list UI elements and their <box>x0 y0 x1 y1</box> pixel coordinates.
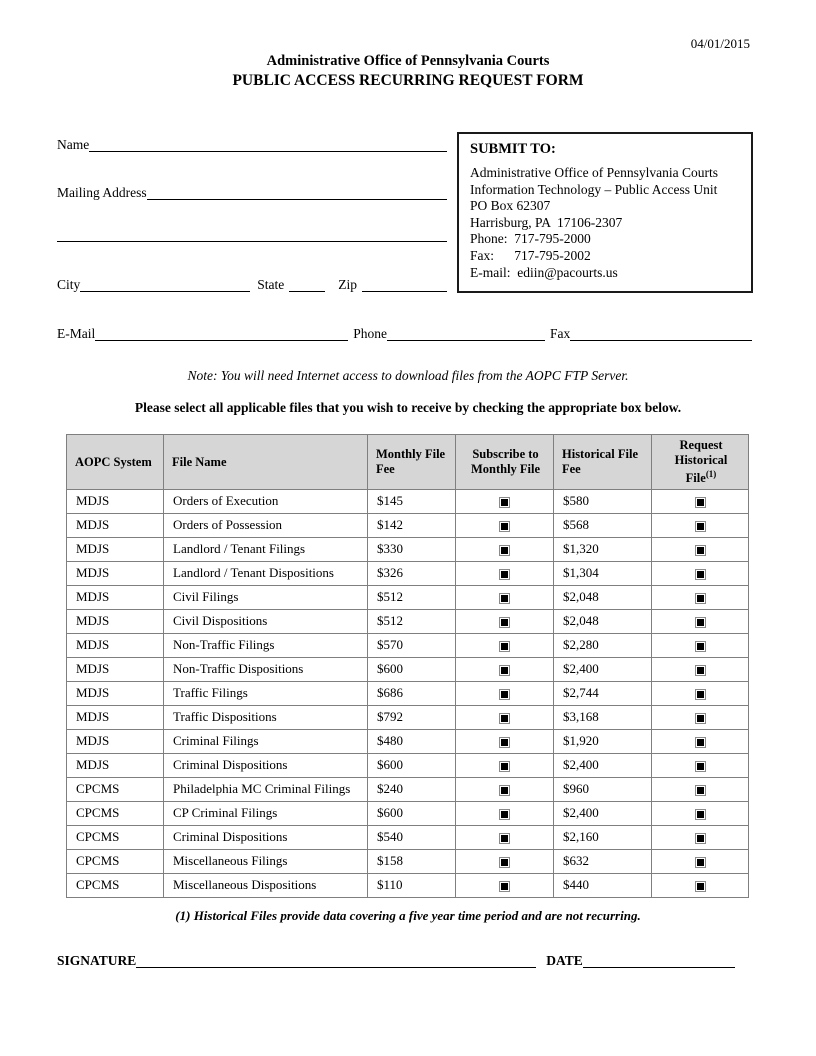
historical-fee-cell: $2,400 <box>554 657 652 681</box>
mailing-address-row <box>57 184 447 200</box>
historical-fee-cell: $1,920 <box>554 729 652 753</box>
page-title: Administrative Office of Pennsylvania Courts <box>266 53 550 69</box>
historical-fee-cell: $2,744 <box>554 681 652 705</box>
subscribe-monthly-cell <box>456 753 554 777</box>
mailing-address-second-input-line[interactable] <box>57 228 447 242</box>
mailing-address-label: Mailing Address <box>57 185 147 200</box>
monthly-fee-cell: $480 <box>368 729 456 753</box>
aopc-system-cell: CPCMS <box>67 801 164 825</box>
subscribe-monthly-checkbox-icon[interactable] <box>499 857 510 868</box>
email-phone-fax-row <box>57 325 752 341</box>
file-name-cell: Landlord / Tenant Filings <box>164 537 368 561</box>
request-historical-checkbox-icon[interactable] <box>695 881 706 892</box>
subscribe-monthly-cell <box>456 609 554 633</box>
monthly-fee-cell: $110 <box>368 873 456 897</box>
request-historical-cell <box>652 801 749 825</box>
monthly-fee-cell: $145 <box>368 489 456 513</box>
request-historical-cell <box>652 585 749 609</box>
historical-fee-cell: $1,304 <box>554 561 652 585</box>
file-name-cell: Philadelphia MC Criminal Filings <box>164 777 368 801</box>
file-name-cell: Criminal Dispositions <box>164 825 368 849</box>
monthly-fee-cell: $600 <box>368 801 456 825</box>
header-request-historical <box>652 435 749 490</box>
aopc-system-cell: MDJS <box>67 561 164 585</box>
fee-table-row <box>67 753 749 777</box>
subscribe-monthly-cell <box>456 657 554 681</box>
request-historical-checkbox-icon[interactable] <box>695 665 706 676</box>
fee-table-header-row <box>67 435 749 490</box>
monthly-fee-cell: $326 <box>368 561 456 585</box>
request-historical-cell <box>652 633 749 657</box>
request-historical-checkbox-icon[interactable] <box>695 497 706 508</box>
request-historical-cell <box>652 729 749 753</box>
aopc-system-cell: MDJS <box>67 585 164 609</box>
file-name-cell: Miscellaneous Filings <box>164 849 368 873</box>
monthly-fee-cell: $512 <box>368 585 456 609</box>
footnote-marker: (1) <box>705 469 717 479</box>
historical-fee-cell: $3,168 <box>554 705 652 729</box>
zip-input-line[interactable] <box>362 277 447 292</box>
request-historical-checkbox-icon[interactable] <box>695 689 706 700</box>
submit-to-fax-line: Fax: 717-795-2002 <box>470 247 591 263</box>
subscribe-monthly-checkbox-icon[interactable] <box>499 593 510 604</box>
aopc-system-cell: MDJS <box>67 657 164 681</box>
request-historical-checkbox-icon[interactable] <box>695 785 706 796</box>
signature-input-line[interactable] <box>136 953 536 968</box>
name-input-line[interactable] <box>89 137 447 152</box>
monthly-fee-cell: $600 <box>368 753 456 777</box>
subscribe-monthly-checkbox-icon[interactable] <box>499 497 510 508</box>
header-subscribe-monthly: Subscribe to Monthly File <box>456 435 554 490</box>
subscribe-monthly-cell <box>456 513 554 537</box>
monthly-fee-cell: $570 <box>368 633 456 657</box>
title-block <box>0 53 816 90</box>
signature-label: SIGNATURE <box>57 953 137 968</box>
aopc-system-cell: MDJS <box>67 489 164 513</box>
file-name-cell: Miscellaneous Dispositions <box>164 873 368 897</box>
request-historical-cell <box>652 705 749 729</box>
subscribe-monthly-checkbox-icon[interactable] <box>499 833 510 844</box>
fee-table-row <box>67 801 749 825</box>
monthly-fee-cell: $158 <box>368 849 456 873</box>
subscribe-monthly-cell <box>456 801 554 825</box>
state-label: State <box>257 277 285 292</box>
phone-label: Phone <box>353 326 387 341</box>
submit-to-city-line: Harrisburg, PA 17106-2307 <box>470 214 623 230</box>
request-historical-checkbox-icon[interactable] <box>695 617 706 628</box>
request-historical-cell <box>652 513 749 537</box>
historical-fee-cell: $568 <box>554 513 652 537</box>
fee-table-row <box>67 561 749 585</box>
request-historical-checkbox-icon[interactable] <box>695 593 706 604</box>
document-date: 04/01/2015 <box>690 36 750 51</box>
aopc-system-cell: MDJS <box>67 729 164 753</box>
request-historical-cell <box>652 849 749 873</box>
email-input-line[interactable] <box>95 326 348 341</box>
file-name-cell: Non-Traffic Dispositions <box>164 657 368 681</box>
fee-table-row <box>67 633 749 657</box>
file-name-cell: Traffic Dispositions <box>164 705 368 729</box>
subscribe-monthly-checkbox-icon[interactable] <box>499 785 510 796</box>
request-historical-checkbox-icon[interactable] <box>695 761 706 772</box>
mailing-address-input-line[interactable] <box>147 185 447 200</box>
header-historical-file-fee: Historical File Fee <box>554 435 652 490</box>
request-historical-cell <box>652 489 749 513</box>
submit-to-unit-line: Information Technology – Public Access Unit <box>470 181 718 197</box>
page-subtitle: PUBLIC ACCESS RECURRING REQUEST FORM <box>232 72 584 89</box>
header-aopc-system: AOPC System <box>67 435 164 490</box>
city-state-zip-row <box>57 276 447 292</box>
request-historical-checkbox-icon[interactable] <box>695 521 706 532</box>
header-monthly-file-fee: Monthly File Fee <box>368 435 456 490</box>
header-file-name: File Name <box>164 435 368 490</box>
subscribe-monthly-checkbox-icon[interactable] <box>499 545 510 556</box>
name-label: Name <box>57 137 90 152</box>
subscribe-monthly-cell <box>456 777 554 801</box>
date-input-line[interactable] <box>583 953 735 968</box>
subscribe-monthly-checkbox-icon[interactable] <box>499 713 510 724</box>
request-historical-checkbox-icon[interactable] <box>695 833 706 844</box>
file-name-cell: Landlord / Tenant Dispositions <box>164 561 368 585</box>
historical-fee-cell: $2,280 <box>554 633 652 657</box>
monthly-fee-cell: $330 <box>368 537 456 561</box>
fee-table-row <box>67 537 749 561</box>
historical-fee-cell: $2,048 <box>554 609 652 633</box>
header-request-historical-label: Request Historical File <box>674 438 728 486</box>
request-historical-cell <box>652 777 749 801</box>
historical-fee-cell: $2,400 <box>554 801 652 825</box>
subscribe-monthly-cell <box>456 585 554 609</box>
file-name-cell: Orders of Execution <box>164 489 368 513</box>
subscribe-monthly-cell <box>456 561 554 585</box>
subscribe-monthly-cell <box>456 489 554 513</box>
fee-table-row <box>67 513 749 537</box>
aopc-system-cell: CPCMS <box>67 849 164 873</box>
request-historical-cell <box>652 609 749 633</box>
submit-to-heading: SUBMIT TO: <box>470 141 556 157</box>
phone-input-line[interactable] <box>387 326 545 341</box>
request-historical-checkbox-icon[interactable] <box>695 641 706 652</box>
file-name-cell: Civil Filings <box>164 585 368 609</box>
subscribe-monthly-checkbox-icon[interactable] <box>499 809 510 820</box>
fee-table-row <box>67 657 749 681</box>
file-name-cell: Traffic Filings <box>164 681 368 705</box>
signature-row <box>57 952 735 968</box>
fee-table-row <box>67 873 749 897</box>
aopc-system-cell: CPCMS <box>67 873 164 897</box>
historical-files-footnote: (1) Historical Files provide data covering a five year time period and are not recurring. <box>175 908 641 923</box>
monthly-fee-cell: $540 <box>368 825 456 849</box>
fee-table-row <box>67 585 749 609</box>
request-historical-cell <box>652 681 749 705</box>
aopc-system-cell: MDJS <box>67 513 164 537</box>
file-name-cell: Non-Traffic Filings <box>164 633 368 657</box>
aopc-system-cell: MDJS <box>67 681 164 705</box>
file-name-cell: Orders of Possession <box>164 513 368 537</box>
fee-table-row <box>67 849 749 873</box>
fee-table <box>66 434 749 898</box>
request-historical-cell <box>652 537 749 561</box>
request-historical-checkbox-icon[interactable] <box>695 737 706 748</box>
file-name-cell: CP Criminal Filings <box>164 801 368 825</box>
historical-fee-cell: $580 <box>554 489 652 513</box>
request-historical-checkbox-icon[interactable] <box>695 569 706 580</box>
historical-fee-cell: $632 <box>554 849 652 873</box>
subscribe-monthly-checkbox-icon[interactable] <box>499 689 510 700</box>
monthly-fee-cell: $142 <box>368 513 456 537</box>
subscribe-monthly-cell <box>456 537 554 561</box>
historical-fee-cell: $1,320 <box>554 537 652 561</box>
monthly-fee-cell: $792 <box>368 705 456 729</box>
file-name-cell: Criminal Filings <box>164 729 368 753</box>
fee-table-row <box>67 705 749 729</box>
fee-table-row <box>67 777 749 801</box>
ftp-access-note: Note: You will need Internet access to download files from the AOPC FTP Server. <box>187 368 629 383</box>
historical-fee-cell: $2,048 <box>554 585 652 609</box>
subscribe-monthly-checkbox-icon[interactable] <box>499 641 510 652</box>
subscribe-monthly-cell <box>456 873 554 897</box>
city-label: City <box>57 277 81 292</box>
fee-table-row <box>67 489 749 513</box>
monthly-fee-cell: $240 <box>368 777 456 801</box>
subscribe-monthly-checkbox-icon[interactable] <box>499 521 510 532</box>
request-historical-cell <box>652 753 749 777</box>
historical-fee-cell: $440 <box>554 873 652 897</box>
fax-input-line[interactable] <box>570 326 752 341</box>
fee-table-row <box>67 609 749 633</box>
date-label: DATE <box>546 953 583 968</box>
request-historical-checkbox-icon[interactable] <box>695 545 706 556</box>
request-historical-cell <box>652 561 749 585</box>
fee-table-body <box>67 489 749 897</box>
submit-to-org-line: Administrative Office of Pennsylvania Courts <box>470 165 718 180</box>
fee-table-row <box>67 825 749 849</box>
subscribe-monthly-cell <box>456 849 554 873</box>
subscribe-monthly-checkbox-icon[interactable] <box>499 881 510 892</box>
state-input-line[interactable] <box>289 277 325 292</box>
subscribe-monthly-checkbox-icon[interactable] <box>499 569 510 580</box>
request-historical-checkbox-icon[interactable] <box>695 809 706 820</box>
subscribe-monthly-checkbox-icon[interactable] <box>499 665 510 676</box>
subscribe-monthly-cell <box>456 729 554 753</box>
submit-to-pobox-line: PO Box 62307 <box>470 198 551 214</box>
subscribe-monthly-cell <box>456 705 554 729</box>
fax-label: Fax <box>550 326 571 341</box>
submit-to-box <box>457 132 753 293</box>
file-name-cell: Criminal Dispositions <box>164 753 368 777</box>
monthly-fee-cell: $600 <box>368 657 456 681</box>
request-historical-cell <box>652 873 749 897</box>
aopc-system-cell: MDJS <box>67 633 164 657</box>
subscribe-monthly-cell <box>456 633 554 657</box>
historical-fee-cell: $960 <box>554 777 652 801</box>
aopc-system-cell: CPCMS <box>67 777 164 801</box>
submit-to-email-line: E-mail: ediin@pacourts.us <box>470 264 618 280</box>
request-historical-cell <box>652 825 749 849</box>
subscribe-monthly-checkbox-icon[interactable] <box>499 761 510 772</box>
historical-fee-cell: $2,160 <box>554 825 652 849</box>
request-historical-cell <box>652 657 749 681</box>
subscribe-monthly-cell <box>456 825 554 849</box>
aopc-system-cell: CPCMS <box>67 825 164 849</box>
subscribe-monthly-checkbox-icon[interactable] <box>499 617 510 628</box>
monthly-fee-cell: $512 <box>368 609 456 633</box>
fee-table-row <box>67 681 749 705</box>
fee-table-row <box>67 729 749 753</box>
city-input-line[interactable] <box>80 277 250 292</box>
request-historical-checkbox-icon[interactable] <box>695 857 706 868</box>
aopc-system-cell: MDJS <box>67 537 164 561</box>
aopc-system-cell: MDJS <box>67 705 164 729</box>
selection-instruction: Please select all applicable files that you wish to receive by checking the appropriate box below. <box>134 400 682 415</box>
historical-fee-cell: $2,400 <box>554 753 652 777</box>
aopc-system-cell: MDJS <box>67 609 164 633</box>
file-name-cell: Civil Dispositions <box>164 609 368 633</box>
email-label: E-Mail <box>57 326 96 341</box>
aopc-system-cell: MDJS <box>67 753 164 777</box>
monthly-fee-cell: $686 <box>368 681 456 705</box>
submit-to-phone-line: Phone: 717-795-2000 <box>470 231 591 247</box>
subscribe-monthly-cell <box>456 681 554 705</box>
request-historical-checkbox-icon[interactable] <box>695 713 706 724</box>
zip-label: Zip <box>338 277 358 292</box>
subscribe-monthly-checkbox-icon[interactable] <box>499 737 510 748</box>
name-row <box>57 136 447 152</box>
